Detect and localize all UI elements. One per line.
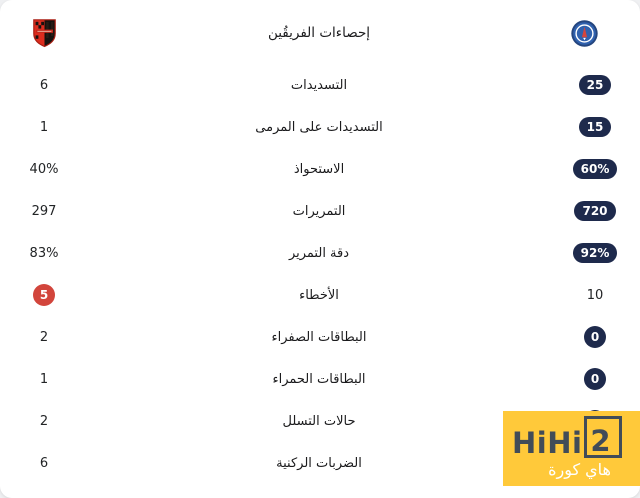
rennes-value-cell — [0, 120, 88, 135]
psg-value-cell — [550, 368, 640, 390]
psg-value: 720 — [574, 201, 615, 221]
rennes-value-cell — [0, 204, 88, 219]
psg-value: 60% — [573, 159, 618, 179]
rennes-value: 1 — [39, 371, 49, 387]
card-header — [0, 0, 640, 58]
psg-value-cell — [550, 117, 640, 137]
rennes-club-logo-icon — [0, 19, 88, 48]
stat-label: التسديدات على المرمى — [255, 119, 383, 135]
psg-value: 0 — [584, 326, 606, 348]
rennes-value: 40% — [29, 161, 59, 177]
stat-label: دقة التمرير — [288, 245, 350, 261]
stat-row — [0, 316, 640, 358]
stat-label: الاستحواذ — [293, 161, 345, 177]
rennes-value-cell — [0, 162, 88, 177]
stat-label: البطاقات الصفراء — [271, 329, 367, 345]
hihi2-watermark — [503, 411, 640, 486]
watermark-tagline: هاي كورة — [548, 460, 611, 479]
stat-label: البطاقات الحمراء — [272, 371, 366, 387]
rennes-value-cell — [0, 456, 88, 471]
stat-label-cell — [88, 78, 550, 93]
psg-value: 10 — [586, 287, 604, 303]
psg-value-cell — [550, 201, 640, 221]
rennes-value-cell — [0, 414, 88, 429]
stat-row — [0, 358, 640, 400]
stat-label: الأخطاء — [299, 287, 339, 303]
psg-value: 0 — [584, 368, 606, 390]
rennes-value-cell — [0, 78, 88, 93]
psg-value-cell — [550, 159, 640, 179]
rennes-value-cell — [0, 246, 88, 261]
watermark-brand-boxed-digit: 2 — [590, 424, 612, 459]
rennes-value: 2 — [39, 329, 49, 345]
psg-value-cell — [550, 326, 640, 348]
psg-value: 25 — [579, 75, 612, 95]
stat-label-cell — [88, 456, 550, 471]
stat-label-cell — [88, 162, 550, 177]
watermark-brand-box — [584, 416, 622, 458]
rennes-value-cell — [0, 372, 88, 387]
rennes-value: 6 — [39, 77, 49, 93]
stat-row — [0, 190, 640, 232]
stat-label-cell — [88, 330, 550, 345]
rennes-value: 1 — [39, 119, 49, 135]
rennes-value-cell — [0, 284, 88, 306]
psg-value: 15 — [579, 117, 612, 137]
stat-label-cell — [88, 372, 550, 387]
stat-label-cell — [88, 246, 550, 261]
watermark-brand — [512, 416, 622, 458]
rennes-value-cell — [0, 330, 88, 345]
stat-row — [0, 232, 640, 274]
psg-value: 92% — [573, 243, 618, 263]
watermark-brand-prefix: HiHi — [512, 426, 583, 460]
psg-value-cell — [550, 288, 640, 303]
rennes-value: 83% — [29, 245, 59, 261]
psg-value-cell — [550, 243, 640, 263]
stat-label-cell — [88, 288, 550, 303]
stat-label-cell — [88, 120, 550, 135]
stat-row — [0, 64, 640, 106]
stat-row — [0, 106, 640, 148]
stat-row — [0, 148, 640, 190]
card-title: إحصاءات الفريقُين — [267, 25, 371, 41]
psg-value-cell — [550, 75, 640, 95]
stat-row — [0, 274, 640, 316]
psg-club-logo-icon — [550, 20, 640, 47]
rennes-value: 6 — [39, 455, 49, 471]
rennes-value: 2 — [39, 413, 49, 429]
stat-label: الضربات الركنية — [276, 455, 362, 471]
stat-label: حالات التسلل — [282, 413, 356, 429]
stat-label: التسديدات — [290, 77, 348, 93]
stat-label-cell — [88, 414, 550, 429]
rennes-value: 297 — [31, 203, 57, 219]
stat-label-cell — [88, 204, 550, 219]
rennes-value: 5 — [33, 284, 55, 306]
stat-label: التمريرات — [292, 203, 346, 219]
